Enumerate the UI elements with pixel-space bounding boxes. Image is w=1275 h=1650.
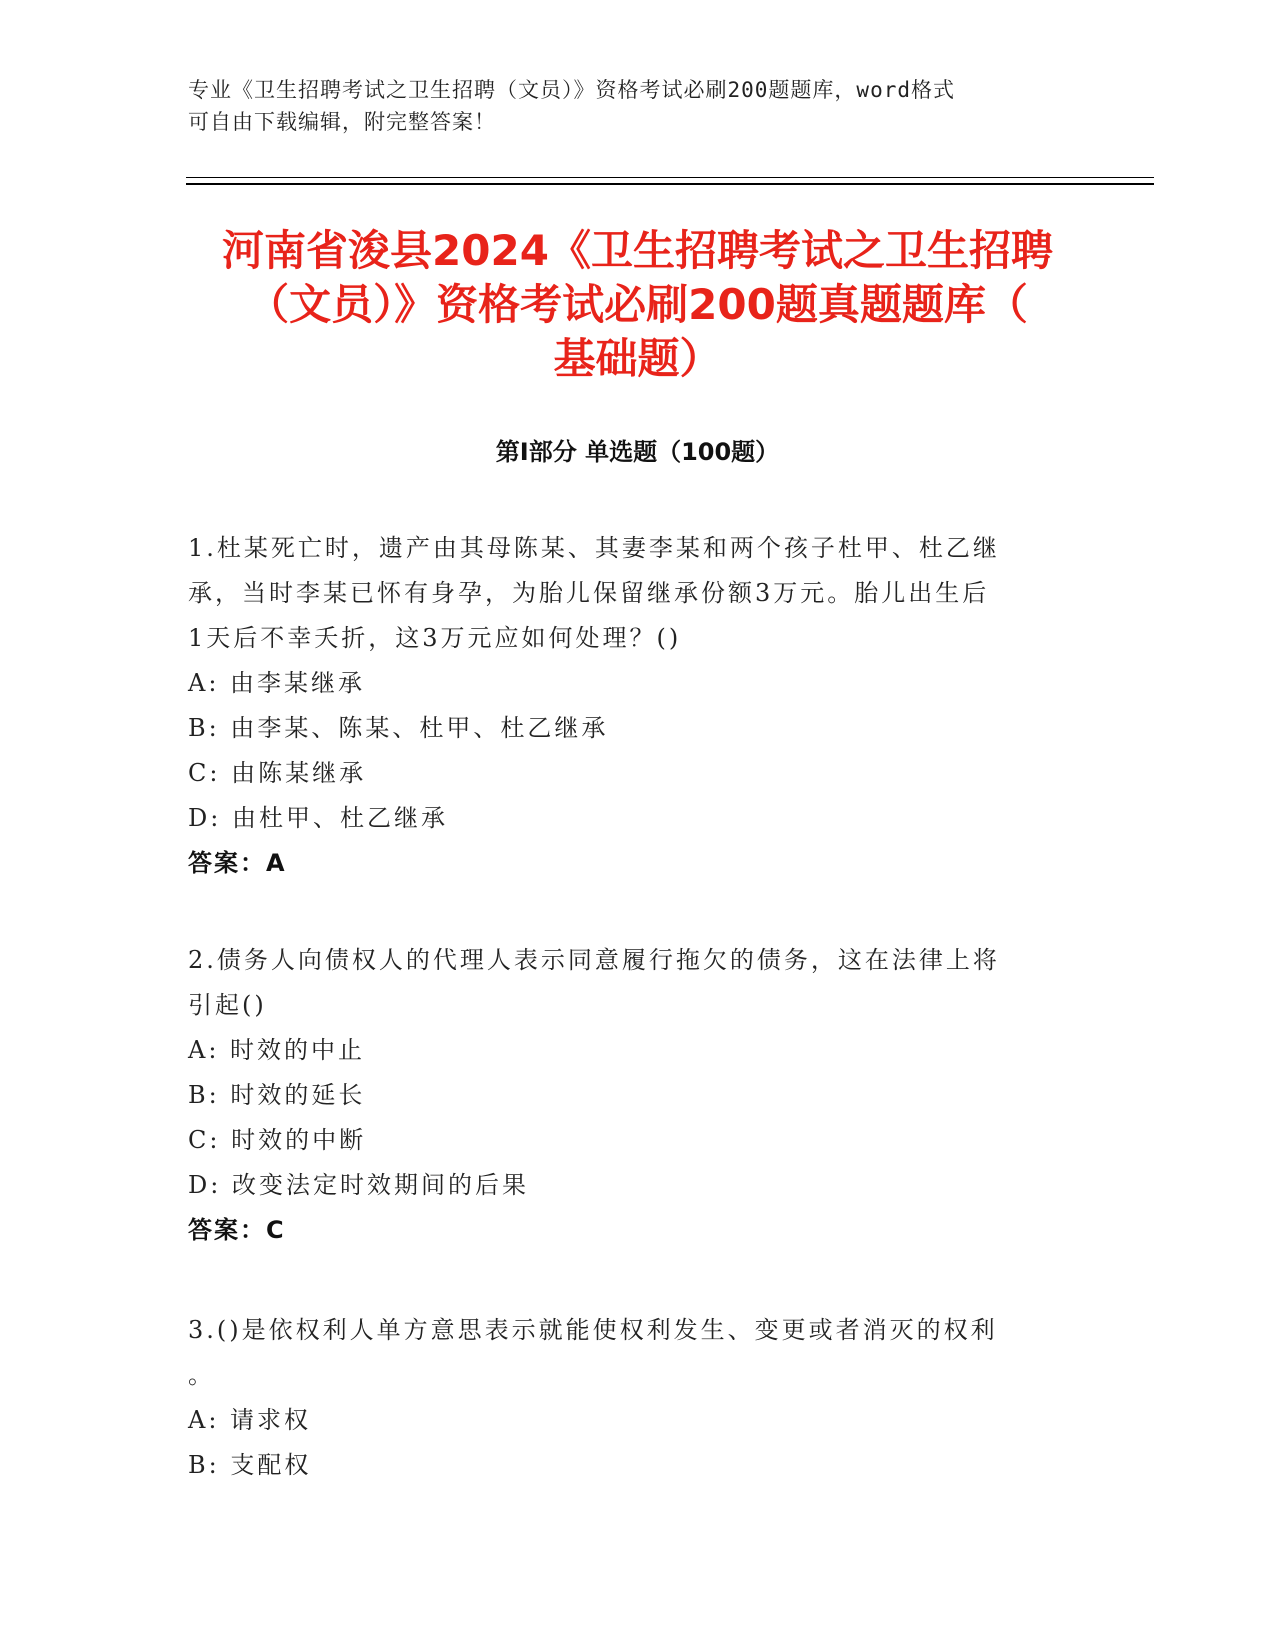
- question-stem-line: 。: [188, 1361, 215, 1389]
- document-title-line-1: 河南省浚县2024《卫生招聘考试之卫生招聘: [222, 226, 1053, 275]
- option-b: B: 时效的延长: [188, 1081, 366, 1109]
- question-stem-line: 引起(): [188, 991, 267, 1019]
- question-stem-line: 承，当时李某已怀有身孕，为胎儿保留继承份额3万元。胎儿出生后: [188, 579, 990, 607]
- header-note: [188, 74, 1068, 138]
- header-divider-thin: [186, 177, 1154, 178]
- header-divider-thick: [186, 183, 1154, 185]
- option-c: C: 时效的中断: [188, 1126, 367, 1154]
- answer-label: 答案：A: [188, 849, 287, 877]
- question-stem-line: 1天后不幸夭折，这3万元应如何处理？(): [188, 624, 682, 652]
- question-2: [188, 938, 1068, 1253]
- option-a: A: 请求权: [188, 1406, 312, 1434]
- section-heading: 第Ⅰ部分 单选题（100题）: [495, 438, 780, 466]
- option-c: C: 由陈某继承: [188, 759, 367, 787]
- question-1: [188, 526, 1068, 886]
- document-title-line-2: （文员）》资格考试必刷200题真题题库（: [247, 280, 1028, 329]
- option-b: B: 支配权: [188, 1451, 312, 1479]
- question-stem-line: 3.()是依权利人单方意思表示就能使权利发生、变更或者消灭的权利: [188, 1316, 998, 1344]
- option-d: D: 由杜甲、杜乙继承: [188, 804, 448, 832]
- document-title: [180, 224, 1095, 386]
- document-title-line-3: 基础题）: [553, 334, 722, 383]
- option-d: D: 改变法定时效期间的后果: [188, 1171, 529, 1199]
- question-stem-line: 1.杜某死亡时，遗产由其母陈某、其妻李某和两个孩子杜甲、杜乙继: [188, 534, 1000, 562]
- option-a: A: 时效的中止: [188, 1036, 366, 1064]
- question-3: [188, 1308, 1068, 1488]
- header-note-line-2: 可自由下载编辑，附完整答案！: [188, 110, 496, 134]
- answer-label: 答案：C: [188, 1216, 286, 1244]
- question-stem-line: 2.债务人向债权人的代理人表示同意履行拖欠的债务，这在法律上将: [188, 946, 1000, 974]
- option-a: A: 由李某继承: [188, 669, 366, 697]
- option-b: B: 由李某、陈某、杜甲、杜乙继承: [188, 714, 609, 742]
- header-note-line-1: 专业《卫生招聘考试之卫生招聘（文员）》资格考试必刷200题题库，word格式: [188, 78, 955, 102]
